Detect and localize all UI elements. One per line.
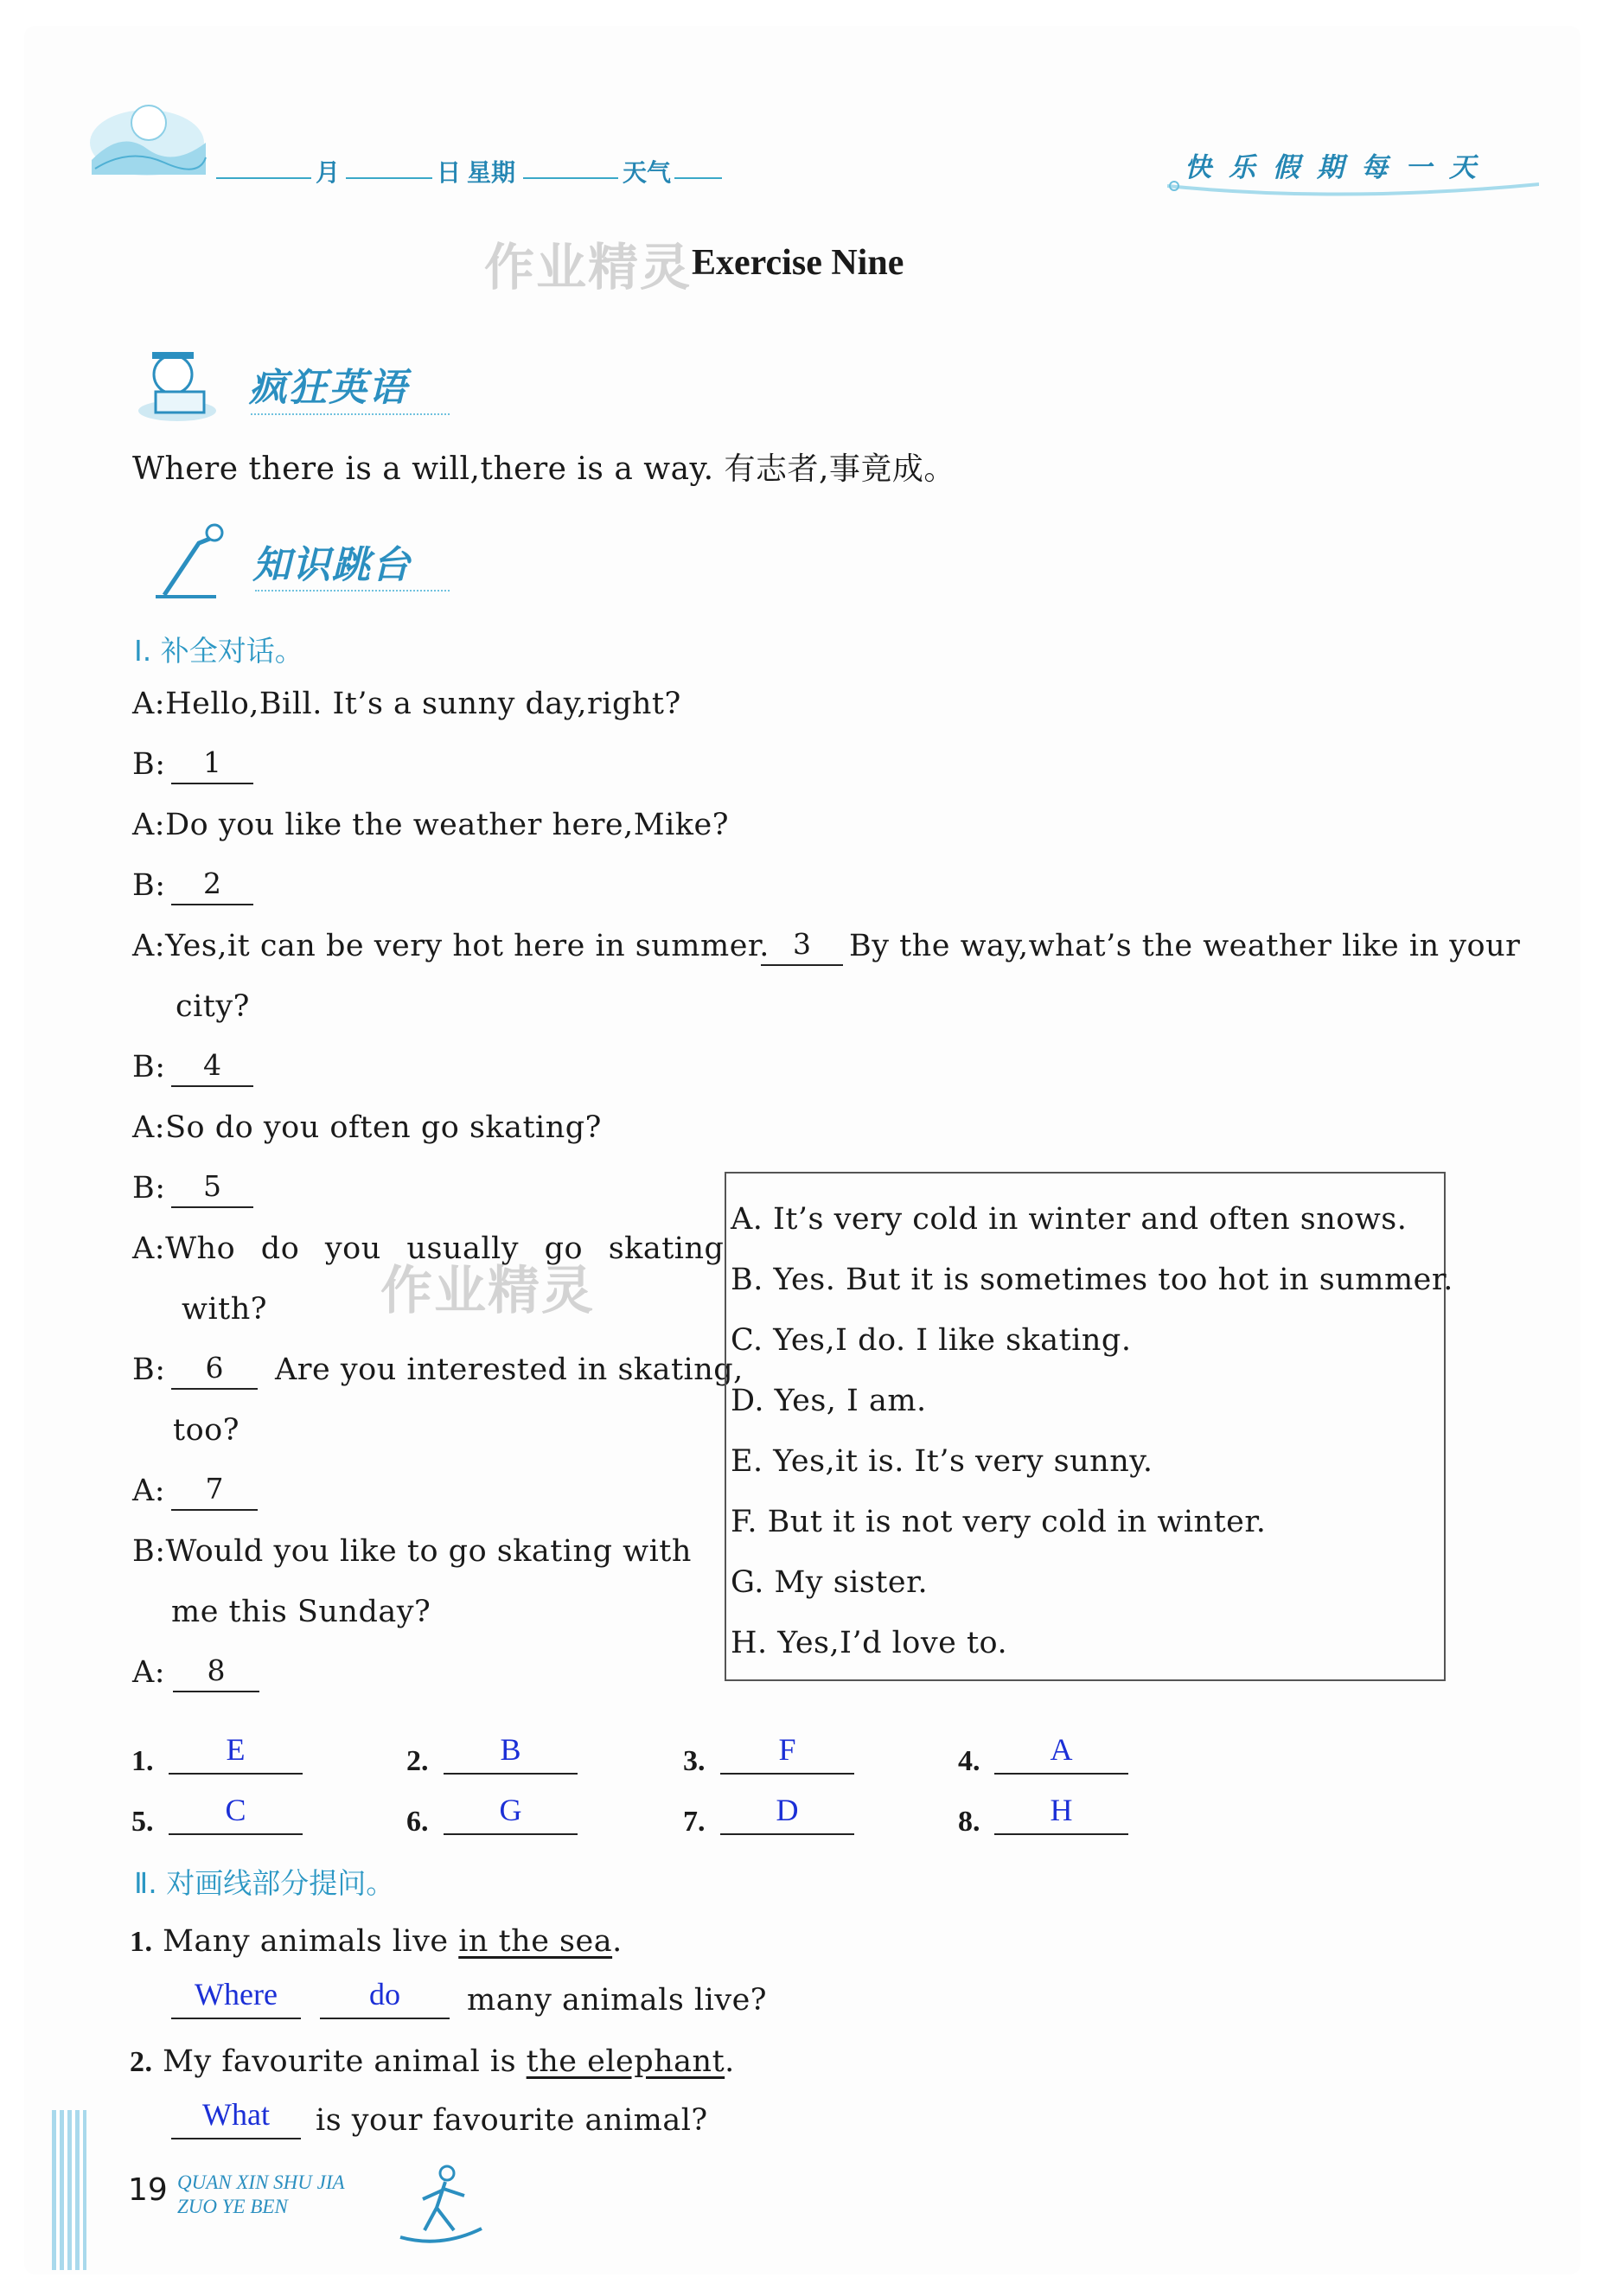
dialog-line <box>132 1052 166 1083</box>
student-reading-icon <box>130 342 233 428</box>
q1-answer-1[interactable]: Where <box>171 1976 301 2019</box>
underlined-phrase: in the sea <box>458 1924 613 1959</box>
dialog-text: Do you like the weather here,Mike? <box>165 808 729 842</box>
part2-heading: Ⅱ. 对画线部分提问。 <box>134 1866 395 1900</box>
proverb: Where there is a will,there is a way. 有志者,事竟成。 <box>132 451 955 487</box>
day-blank[interactable] <box>346 177 432 179</box>
question-text: Many animals live <box>163 1924 459 1959</box>
answer-number: 1. <box>131 1745 154 1777</box>
part1-heading: Ⅰ. 补全对话。 <box>134 634 303 668</box>
question-text: My favourite animal is <box>163 2044 527 2079</box>
question-2 <box>130 2044 735 2079</box>
option-item: G. My sister. <box>731 1565 929 1600</box>
answer-number: 3. <box>683 1745 706 1777</box>
blank-8[interactable]: 8 <box>173 1656 259 1692</box>
option-item: B. Yes. But it is sometimes too hot in summer. <box>731 1263 1453 1297</box>
option-item: F. But it is not very cold in winter. <box>731 1505 1267 1539</box>
section-crazy-underline <box>251 413 450 415</box>
dialog-text: So do you often go skating? <box>165 1110 602 1145</box>
section-knowledge-title: 知识跳台 <box>252 543 412 587</box>
dialog-text: Are you interested in skating, <box>275 1353 744 1387</box>
dialog-text-continued: me this Sunday? <box>171 1595 431 1629</box>
answer-number: 6. <box>406 1806 429 1838</box>
speaker: A: <box>132 929 166 963</box>
blank-2[interactable]: 2 <box>171 869 253 905</box>
option-item: E. Yes,it is. It’s very sunny. <box>731 1444 1153 1479</box>
slogan-swoosh-icon <box>1167 177 1539 203</box>
underlined-phrase: the elephant <box>526 2044 725 2079</box>
header-slogan: 快乐假期每一天 <box>1185 152 1493 183</box>
dialog-text-continued: too? <box>173 1413 239 1448</box>
speaker: A: <box>132 1110 166 1145</box>
surfer-icon <box>393 2158 489 2253</box>
question-rest: is your favourite animal? <box>316 2103 708 2138</box>
watermark: 作业精灵 <box>484 238 693 297</box>
question-number: 2. <box>130 2046 153 2078</box>
dialog-line <box>132 747 166 782</box>
section-crazy-english-title: 疯狂英语 <box>249 366 408 410</box>
answer-number: 5. <box>131 1806 154 1838</box>
month-blank[interactable] <box>216 177 311 179</box>
dialog-text: Hello,Bill. It’s a sunny day,right? <box>165 687 681 721</box>
speaker: B: <box>132 747 166 782</box>
answer-4[interactable]: A <box>994 1731 1128 1775</box>
section-knowledge-underline <box>255 590 450 592</box>
option-item: C. Yes,I do. I like skating. <box>731 1323 1132 1358</box>
dialog-text: Who do you usually go skating <box>165 1231 725 1266</box>
option-item: H. Yes,I’d love to. <box>731 1626 1008 1660</box>
header-month: 月 <box>316 158 341 187</box>
blank-7[interactable]: 7 <box>171 1474 258 1511</box>
blank-4[interactable]: 4 <box>171 1051 253 1087</box>
speaker: A: <box>132 687 166 721</box>
dialog-text: Would you like to go skating with <box>165 1534 692 1569</box>
footer-stripes <box>52 2110 86 2270</box>
watermark: 作业精灵 <box>380 1261 595 1321</box>
dialog-line <box>132 868 166 903</box>
dialog-line <box>132 931 770 962</box>
dialog-text-continued: city? <box>176 989 250 1024</box>
q1-answer-2[interactable]: do <box>320 1976 450 2019</box>
dialog-text: By the way,what’s the weather like in your <box>849 929 1521 963</box>
answer-6[interactable]: G <box>444 1792 578 1835</box>
answer-5[interactable]: C <box>169 1792 303 1835</box>
speaker: B: <box>132 1353 166 1387</box>
speaker: B: <box>132 1171 166 1206</box>
speaker: B: <box>132 868 166 903</box>
speaker: A: <box>132 1655 166 1690</box>
answer-number: 7. <box>683 1806 706 1838</box>
options-box <box>725 1172 1446 1681</box>
answer-3[interactable]: F <box>720 1731 854 1775</box>
speaker: A: <box>132 1231 166 1266</box>
answer-number: 4. <box>958 1745 980 1777</box>
book-title-line1: QUAN XIN SHU JIA <box>177 2171 345 2193</box>
dialog-line <box>132 1476 165 1506</box>
dialog-line <box>132 1534 692 1569</box>
weather-blank[interactable] <box>674 177 722 179</box>
blank-3[interactable]: 3 <box>761 930 843 966</box>
answer-1[interactable]: E <box>169 1731 303 1775</box>
book-title <box>177 2171 345 2219</box>
header-weather: 天气 <box>623 158 672 187</box>
q2-answer-1[interactable]: What <box>171 2096 301 2139</box>
speaker: A: <box>132 808 166 842</box>
speaker: B: <box>132 1050 166 1084</box>
blank-6[interactable]: 6 <box>171 1353 258 1390</box>
dialog-line <box>132 1355 166 1385</box>
dialog-line <box>132 810 729 841</box>
diver-icon <box>147 517 233 604</box>
answer-2[interactable]: B <box>444 1731 578 1775</box>
landscape-icon <box>86 95 208 177</box>
weekday-blank[interactable] <box>523 177 618 179</box>
dialog-line <box>132 689 681 719</box>
dialog-line <box>132 1110 602 1145</box>
question-punct: . <box>725 2044 735 2079</box>
answer-8[interactable]: H <box>994 1792 1128 1835</box>
dialog-text-continued: with? <box>182 1292 268 1327</box>
question-punct: . <box>612 1924 623 1959</box>
question-1 <box>130 1924 623 1959</box>
page-number: 19 <box>128 2172 168 2208</box>
blank-1[interactable]: 1 <box>171 748 253 784</box>
answer-number: 8. <box>958 1806 980 1838</box>
book-title-line2: ZUO YE BEN <box>177 2196 288 2217</box>
dialog-text: Yes,it can be very hot here in summer. <box>165 929 770 963</box>
answer-number: 2. <box>406 1745 429 1777</box>
exercise-title: Exercise Nine <box>692 243 904 283</box>
header-day: 日 <box>437 158 462 187</box>
blank-5[interactable]: 5 <box>171 1172 253 1208</box>
answer-7[interactable]: D <box>720 1792 854 1835</box>
question-number: 1. <box>130 1926 153 1958</box>
dialog-line <box>132 1655 166 1690</box>
speaker: B: <box>132 1534 166 1569</box>
question-rest: many animals live? <box>467 1983 768 2018</box>
dialog-line <box>132 1171 166 1206</box>
option-item: D. Yes, I am. <box>731 1384 927 1418</box>
option-item: A. It’s very cold in winter and often snows. <box>731 1202 1408 1237</box>
speaker: A: <box>132 1474 166 1508</box>
header-weekday: 星期 <box>467 158 516 187</box>
